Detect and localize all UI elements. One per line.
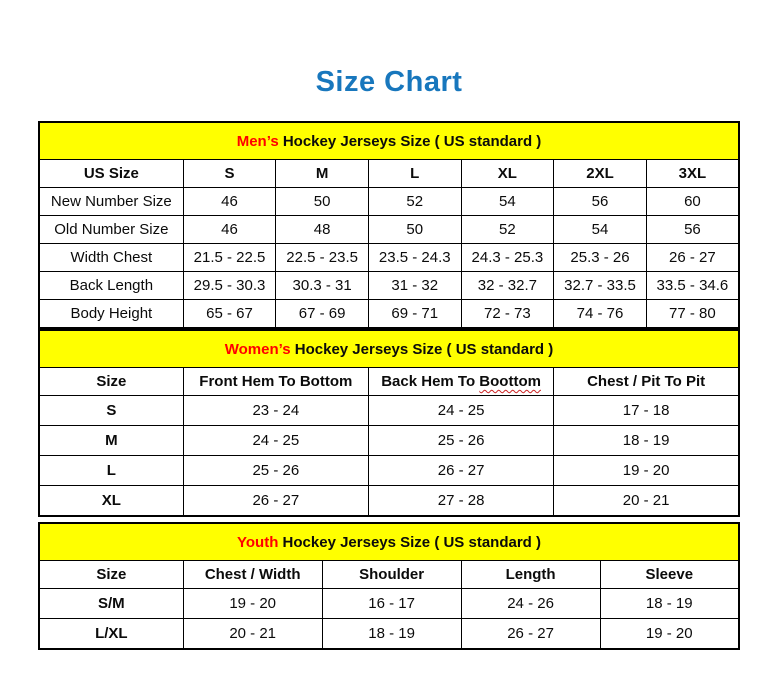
youth-value-cell: 20 - 21 [183, 619, 322, 650]
mens-value-cell: 46 [183, 188, 276, 216]
youth-column-header: Shoulder [322, 561, 461, 589]
mens-value-cell: 56 [554, 188, 647, 216]
youth-value-cell: 24 - 26 [461, 589, 600, 619]
youth-title-highlight: Youth [237, 533, 279, 551]
youth-size-table [38, 522, 740, 650]
womens-value-cell: 27 - 28 [368, 486, 553, 517]
mens-row-label: Back Length [39, 272, 183, 300]
womens-value-cell: 25 - 26 [183, 456, 368, 486]
womens-header-row [39, 368, 739, 396]
mens-value-cell: 30.3 - 31 [276, 272, 369, 300]
youth-value-cell: 18 - 19 [600, 589, 739, 619]
womens-section-title: Women’s Hockey Jerseys Size ( US standard ) [39, 330, 739, 368]
womens-value-cell: 23 - 24 [183, 396, 368, 426]
youth-table-row [39, 589, 739, 619]
mens-size-table [38, 121, 740, 329]
mens-column-header: 3XL [646, 160, 739, 188]
womens-column-header: Size [39, 368, 183, 396]
youth-column-header: Size [39, 561, 183, 589]
mens-value-cell: 33.5 - 34.6 [646, 272, 739, 300]
mens-table-row [39, 244, 739, 272]
womens-value-cell: 25 - 26 [368, 426, 553, 456]
mens-value-cell: 74 - 76 [554, 300, 647, 329]
mens-value-cell: 50 [276, 188, 369, 216]
mens-value-cell: 22.5 - 23.5 [276, 244, 369, 272]
mens-value-cell: 67 - 69 [276, 300, 369, 329]
womens-table-row [39, 456, 739, 486]
youth-table-row [39, 619, 739, 650]
womens-column-header: Back Hem To Boottom [368, 368, 553, 396]
womens-title-highlight: Women’s [224, 340, 291, 358]
mens-column-header: US Size [39, 160, 183, 188]
youth-column-header: Length [461, 561, 600, 589]
womens-row-label: S [39, 396, 183, 426]
mens-value-cell: 54 [554, 216, 647, 244]
mens-value-cell: 32 - 32.7 [461, 272, 554, 300]
mens-value-cell: 52 [368, 188, 461, 216]
mens-section-title: Men’s Hockey Jerseys Size ( US standard ) [39, 122, 739, 160]
mens-row-label: New Number Size [39, 188, 183, 216]
womens-table-row [39, 396, 739, 426]
size-tables [38, 121, 740, 650]
mens-value-cell: 77 - 80 [646, 300, 739, 329]
mens-column-header: L [368, 160, 461, 188]
mens-column-header: M [276, 160, 369, 188]
womens-value-cell: 26 - 27 [183, 486, 368, 517]
page-title: Size Chart [315, 66, 463, 98]
womens-size-table [38, 329, 740, 517]
mens-value-cell: 23.5 - 24.3 [368, 244, 461, 272]
mens-value-cell: 72 - 73 [461, 300, 554, 329]
youth-row-label: L/XL [39, 619, 183, 650]
mens-header-row [39, 160, 739, 188]
womens-column-header: Chest / Pit To Pit [554, 368, 739, 396]
youth-value-cell: 16 - 17 [322, 589, 461, 619]
womens-value-cell: 18 - 19 [554, 426, 739, 456]
mens-value-cell: 50 [368, 216, 461, 244]
mens-value-cell: 52 [461, 216, 554, 244]
mens-value-cell: 65 - 67 [183, 300, 276, 329]
misspelled-word: Boottom [479, 373, 541, 390]
youth-value-cell: 19 - 20 [600, 619, 739, 650]
mens-column-header: XL [461, 160, 554, 188]
youth-value-cell: 18 - 19 [322, 619, 461, 650]
womens-value-cell: 20 - 21 [554, 486, 739, 517]
womens-value-cell: 24 - 25 [368, 396, 553, 426]
womens-column-header: Front Hem To Bottom [183, 368, 368, 396]
womens-row-label: XL [39, 486, 183, 517]
youth-value-cell: 26 - 27 [461, 619, 600, 650]
mens-column-header: S [183, 160, 276, 188]
womens-row-label: L [39, 456, 183, 486]
mens-title-highlight: Men’s [236, 132, 279, 150]
womens-value-cell: 24 - 25 [183, 426, 368, 456]
womens-row-label: M [39, 426, 183, 456]
mens-value-cell: 32.7 - 33.5 [554, 272, 647, 300]
mens-value-cell: 26 - 27 [646, 244, 739, 272]
mens-table-row [39, 216, 739, 244]
mens-value-cell: 69 - 71 [368, 300, 461, 329]
youth-row-label: S/M [39, 589, 183, 619]
youth-value-cell: 19 - 20 [183, 589, 322, 619]
mens-value-cell: 48 [276, 216, 369, 244]
youth-header-row [39, 561, 739, 589]
mens-row-label: Old Number Size [39, 216, 183, 244]
womens-value-cell: 17 - 18 [554, 396, 739, 426]
mens-table-row [39, 300, 739, 329]
mens-table-row [39, 272, 739, 300]
youth-section-title: Youth Hockey Jerseys Size ( US standard ) [39, 523, 739, 561]
mens-row-label: Width Chest [39, 244, 183, 272]
youth-column-header: Sleeve [600, 561, 739, 589]
mens-value-cell: 46 [183, 216, 276, 244]
womens-value-cell: 19 - 20 [554, 456, 739, 486]
mens-value-cell: 31 - 32 [368, 272, 461, 300]
mens-value-cell: 56 [646, 216, 739, 244]
mens-value-cell: 21.5 - 22.5 [183, 244, 276, 272]
womens-table-row [39, 486, 739, 517]
womens-table-row [39, 426, 739, 456]
mens-value-cell: 29.5 - 30.3 [183, 272, 276, 300]
mens-value-cell: 54 [461, 188, 554, 216]
womens-value-cell: 26 - 27 [368, 456, 553, 486]
youth-column-header: Chest / Width [183, 561, 322, 589]
mens-row-label: Body Height [39, 300, 183, 329]
mens-value-cell: 60 [646, 188, 739, 216]
mens-column-header: 2XL [554, 160, 647, 188]
mens-value-cell: 25.3 - 26 [554, 244, 647, 272]
mens-table-row [39, 188, 739, 216]
mens-value-cell: 24.3 - 25.3 [461, 244, 554, 272]
